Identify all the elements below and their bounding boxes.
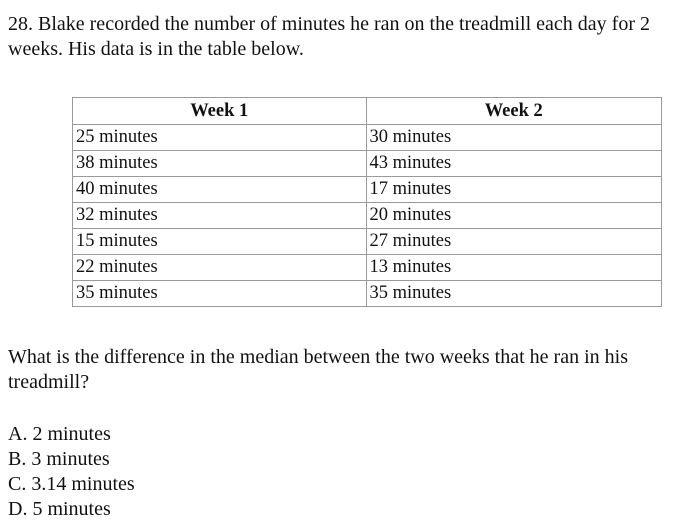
table-row [73, 255, 662, 281]
question-text: 28. Blake recorded the number of minutes he ran on the treadmill each day for 2 weeks. His data is in the table below. [8, 13, 650, 60]
choice-a: A. 2 minutes [8, 423, 111, 445]
week-1-cell: 25 minutes [73, 125, 367, 151]
choice-b: B. 3 minutes [8, 448, 110, 470]
table-row [73, 177, 662, 203]
week-2-cell: 17 minutes [366, 177, 662, 203]
table-row [73, 229, 662, 255]
week-2-cell: 20 minutes [366, 203, 662, 229]
table-row [73, 281, 662, 307]
choice-d: D. 5 minutes [8, 498, 111, 520]
week-2-cell: 27 minutes [366, 229, 662, 255]
table-header-row [73, 98, 662, 125]
minutes-table [72, 97, 662, 307]
week-2-cell: 43 minutes [366, 151, 662, 177]
header-week-1: Week 1 [73, 98, 367, 125]
week-1-cell: 22 minutes [73, 255, 367, 281]
choice-c: C. 3.14 minutes [8, 473, 135, 495]
week-1-cell: 15 minutes [73, 229, 367, 255]
header-week-2: Week 2 [366, 98, 662, 125]
week-2-cell: 13 minutes [366, 255, 662, 281]
table-row [73, 203, 662, 229]
week-2-cell: 35 minutes [366, 281, 662, 307]
week-1-cell: 32 minutes [73, 203, 367, 229]
week-1-cell: 38 minutes [73, 151, 367, 177]
answer-choices [8, 422, 135, 522]
week-2-cell: 30 minutes [366, 125, 662, 151]
followup-question: What is the difference in the median between the two weeks that he ran in his treadmill? [8, 346, 628, 393]
table-row [73, 151, 662, 177]
table-row [73, 125, 662, 151]
week-1-cell: 40 minutes [73, 177, 367, 203]
week-1-cell: 35 minutes [73, 281, 367, 307]
